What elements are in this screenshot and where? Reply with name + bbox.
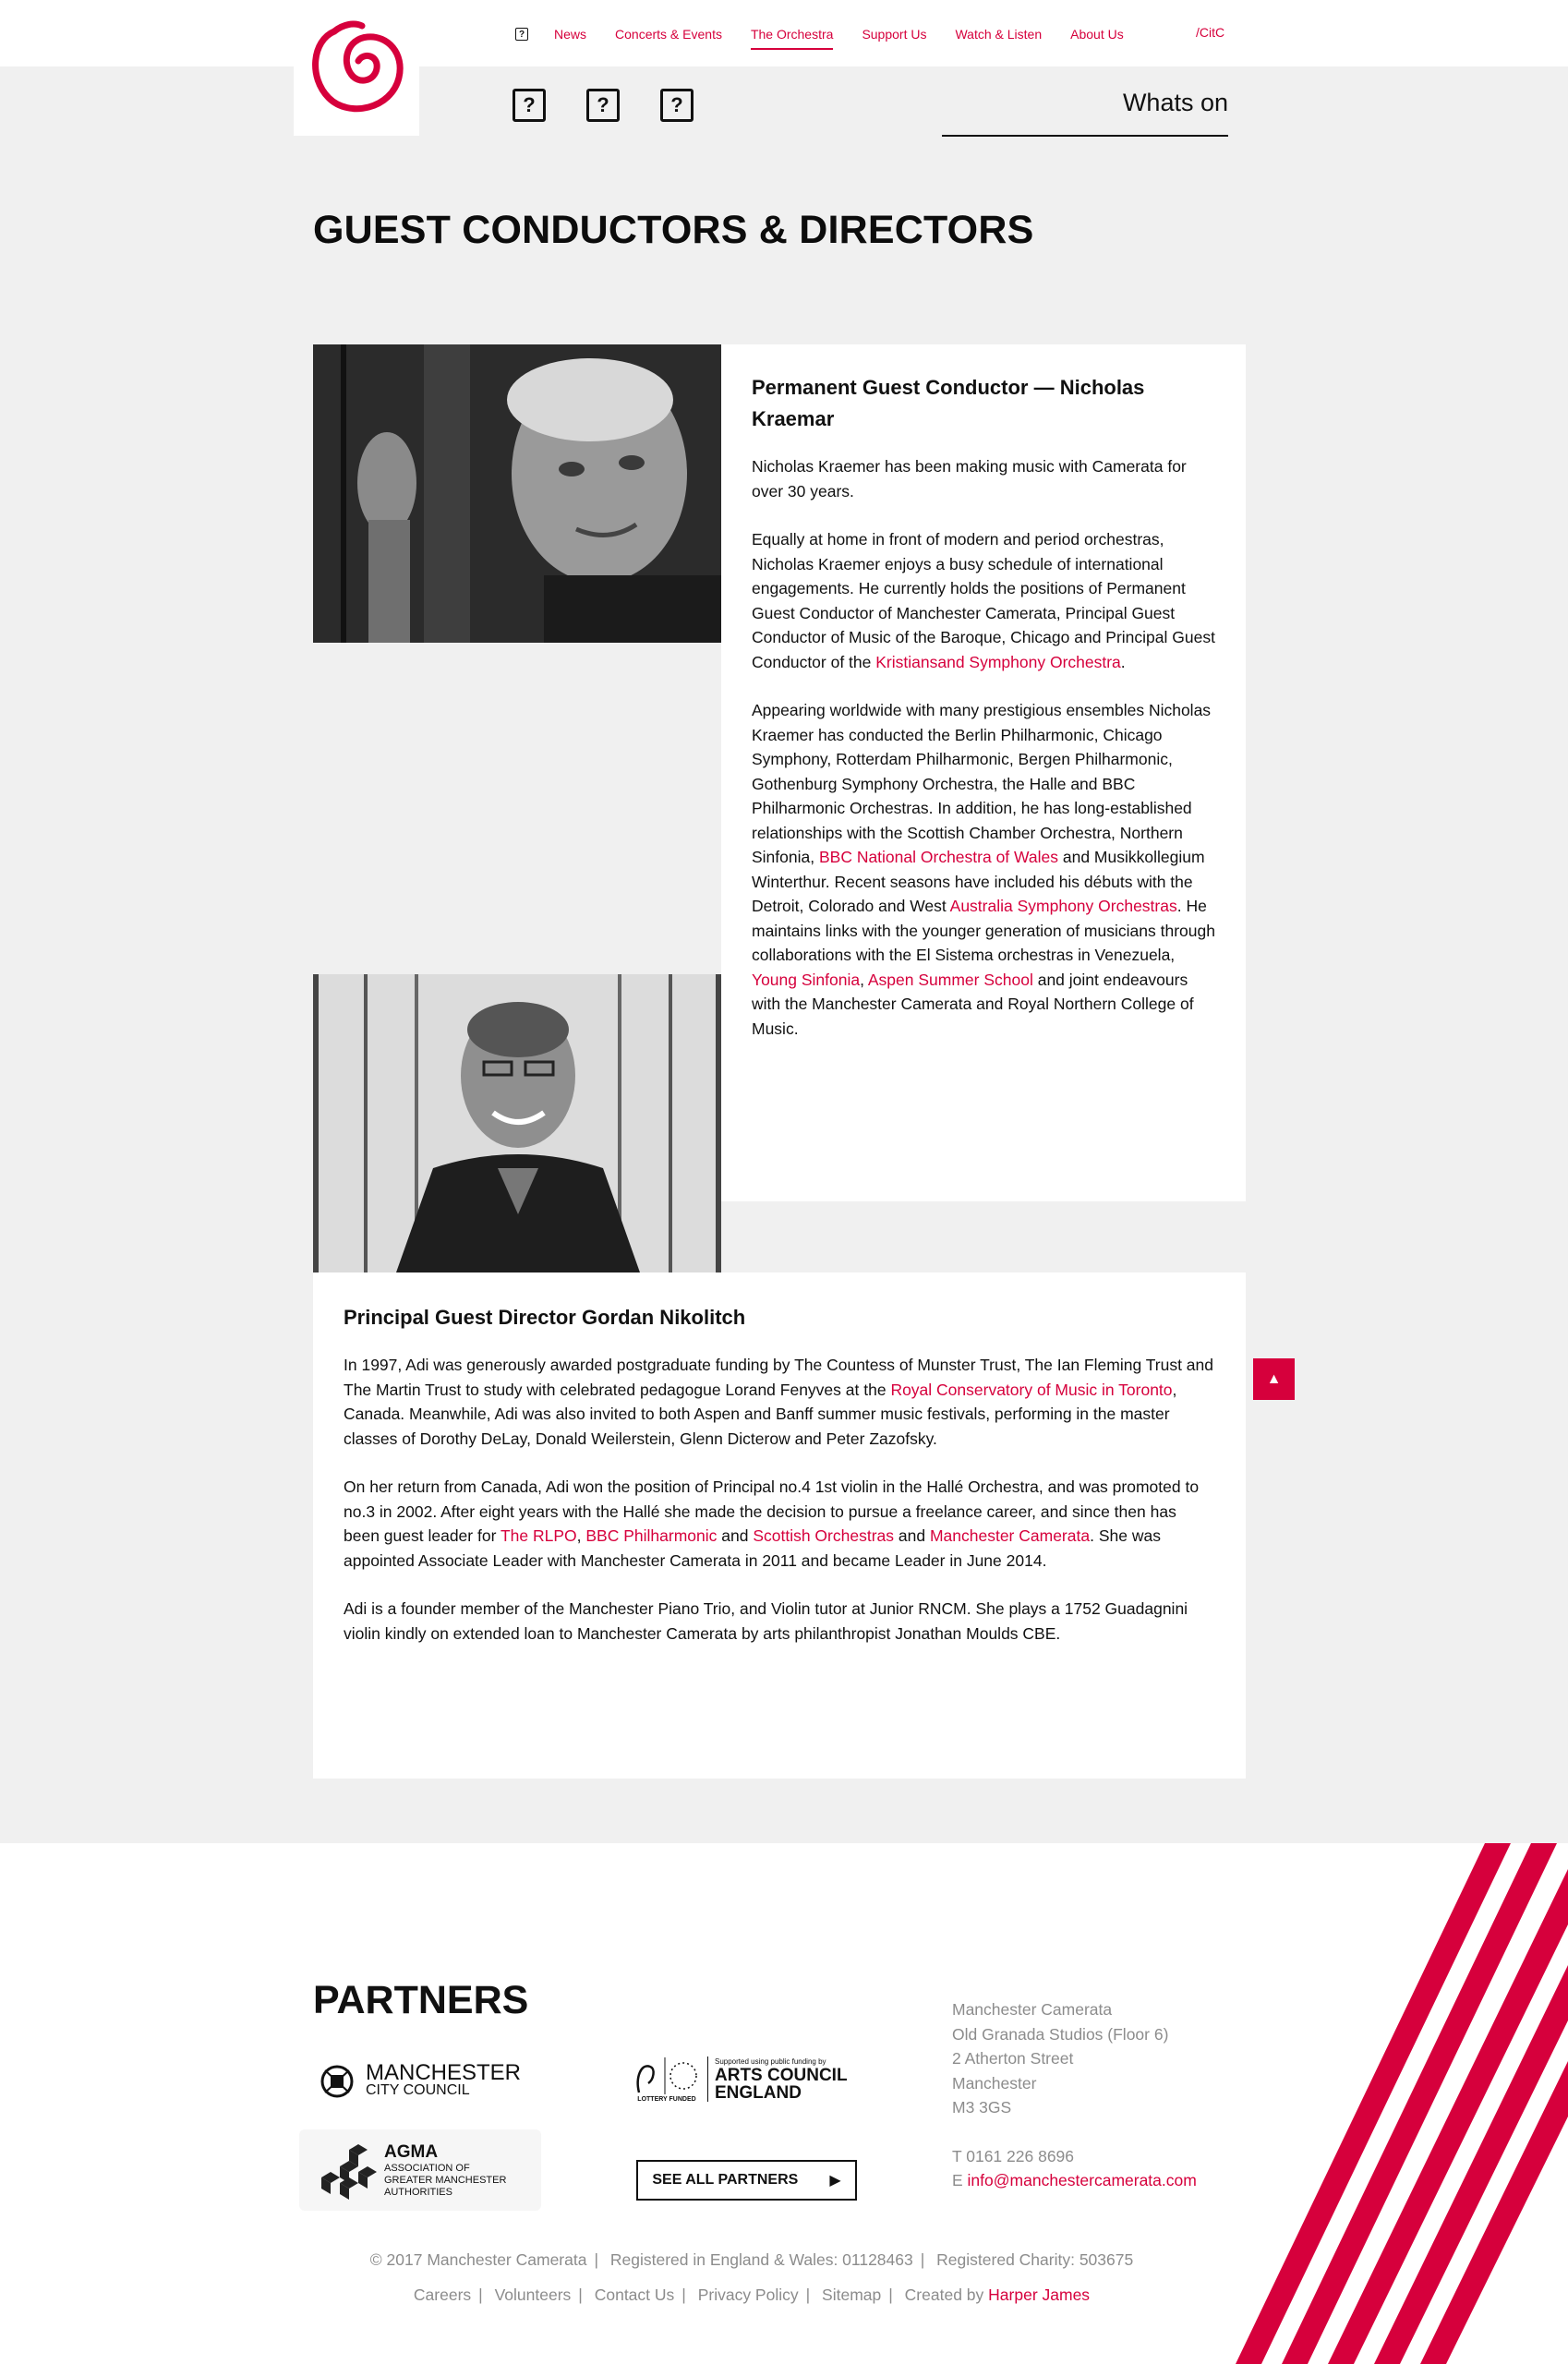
footer-link-careers[interactable]: Careers	[413, 2286, 472, 2304]
agency-link[interactable]: Harper James	[988, 2286, 1091, 2304]
email-link[interactable]: info@manchestercamerata.com	[967, 2171, 1197, 2189]
play-arrow-icon: ▶	[829, 2173, 841, 2189]
agma-title: AGMA	[384, 2141, 439, 2162]
email-line: E info@manchestercamerata.com	[952, 2171, 1197, 2189]
citc-slash: /	[1196, 25, 1200, 40]
citc-label: CitC	[1199, 25, 1225, 40]
manchester-camerata-link[interactable]: Manchester Camerata	[929, 1526, 1091, 1545]
australia-symphony-link[interactable]: Australia Symphony Orchestras	[949, 897, 1177, 915]
bio-paragraph: Appearing worldwide with many prestigious ensembles Nicholas Kraemer has conducted the Berlin Philharmonic, Chicago Symphony, Rotterdam Philharmonic, Bergen Philharmonic, Gothenburg Symphony Orchestra, the Halle and BBC Philharmonic Orchestras. In addition, he has long-established relationships with the Scottish Chamber Orchestra, Northern Sinfonia, BBC National Orchestra of Wales and Musikkollegium Winterthur. Recent seasons have included his débuts with the Detroit, Colorado and West Australia Symphony Orchestras. He maintains links with the younger generation of musicians through collaborations with the El Sistema orchestras in Venezuela, Young Sinfonia, Aspen Summer School and joint endeavours with the Manchester Camerata and Royal Northern College of Music.	[752, 701, 1215, 1038]
ace-line1: ARTS COUNCIL	[715, 2066, 848, 2085]
bio-paragraph: On her return from Canada, Adi won the position of Principal no.4 1st violin in the Hallé Orchestra, and was promoted to no.3 in 2002. After eight years with the Hallé she made the decision to pursue a freelance career, and since then has been guest leader for The RLPO, BBC Philharmonic and Scottish Orchestras and Manchester Camerata. She was appointed Associate Leader with Manchester Camerata in 2011 and became Leader in June 2014.	[344, 1478, 1200, 1570]
address-line: Manchester	[952, 2073, 1037, 2093]
footer-link-privacy-policy[interactable]: Privacy Policy	[697, 2286, 799, 2304]
page-title: GUEST CONDUCTORS & DIRECTORS	[313, 208, 1034, 252]
nav-news[interactable]: News	[554, 27, 587, 42]
social-icon-2[interactable]: ?	[586, 89, 620, 122]
arts-council-england-logo[interactable]	[633, 2056, 848, 2103]
address-line: 2 Atherton Street	[952, 2049, 1074, 2068]
contact-address	[952, 1997, 1197, 2193]
bio-card-gordan-nikolitch	[313, 1272, 1246, 1779]
mcc-line1: MANCHESTER	[366, 2060, 522, 2085]
lottery-funded-label: LOTTERY FUNDED	[637, 2096, 696, 2103]
agma-logo[interactable]	[299, 2129, 541, 2211]
royal-conservatory-link[interactable]: Royal Conservatory of Music in Toronto	[890, 1380, 1173, 1399]
social-icon-3[interactable]: ?	[660, 89, 694, 122]
nav-about-us[interactable]: About Us	[1070, 27, 1124, 42]
camerata-logo-icon	[303, 13, 410, 126]
help-icon[interactable]: ?	[515, 28, 528, 41]
nav-citc[interactable]	[1196, 25, 1224, 40]
gordan-nikolitch-photo	[313, 974, 721, 1272]
back-to-top-button[interactable]: ▲	[1253, 1358, 1295, 1400]
charity-registration: Registered Charity: 503675	[936, 2250, 1134, 2269]
rlpo-link[interactable]: The RLPO	[500, 1526, 577, 1545]
see-all-label: SEE ALL PARTNERS	[652, 2172, 799, 2188]
nav-watch-listen[interactable]: Watch & Listen	[955, 27, 1043, 42]
agma-cubes-icon	[312, 2141, 377, 2200]
bio-heading: Permanent Guest Conductor — Nicholas Kraemar	[752, 376, 1145, 430]
social-links	[513, 89, 694, 122]
agma-sub1: ASSOCIATION OF	[384, 2162, 470, 2174]
see-all-partners-button[interactable]	[636, 2160, 857, 2201]
nav-concerts-events[interactable]: Concerts & Events	[615, 27, 722, 42]
agma-sub2: GREATER MANCHESTER	[384, 2174, 507, 2186]
created-by-label: Created by	[904, 2286, 984, 2304]
lottery-hand-icon	[633, 2056, 700, 2096]
agma-sub3: AUTHORITIES	[384, 2186, 452, 2198]
bio-heading: Principal Guest Director Gordan Nikolitch	[344, 1306, 746, 1329]
young-sinfonia-link[interactable]: Young Sinfonia	[752, 970, 861, 989]
address-line: M3 3GS	[952, 2098, 1012, 2117]
phone-number: T 0161 226 8696	[952, 2146, 1075, 2165]
company-registration: Registered in England & Wales: 01128463	[609, 2250, 913, 2269]
partners-title: PARTNERS	[313, 1978, 529, 2022]
nav-the-orchestra[interactable]: The Orchestra	[750, 27, 834, 42]
footer-links: Careers | Volunteers | Contact Us | Privacy Policy | Sitemap | Created by Harper James	[413, 2286, 1091, 2304]
bio-paragraph: In 1997, Adi was generously awarded postgraduate funding by The Countess of Munster Trust, The Ian Fleming Trust and The Martin Trust to study with celebrated pedagogue Lorand Fenyves at the Royal Conservatory of Music in Toronto, Canada. Meanwhile, Adi was also invited to both Aspen and Banff summer music festivals, performing in the master classes of Dorothy DeLay, Donald Weilerstein, Glenn Dicterow and Peter Zazofsky.	[344, 1356, 1213, 1448]
ace-line2: ENGLAND	[715, 2083, 802, 2103]
kristiansand-link[interactable]: Kristiansand Symphony Orchestra	[875, 652, 1121, 671]
address-line: Manchester Camerata	[952, 2000, 1113, 2019]
footer-link-volunteers[interactable]: Volunteers	[494, 2286, 572, 2304]
copyright: © 2017 Manchester Camerata	[369, 2250, 587, 2269]
nicholas-kraemar-photo	[313, 344, 721, 643]
whats-on-link[interactable]: Whats on	[942, 89, 1228, 137]
bbc-philharmonic-link[interactable]: BBC Philharmonic	[585, 1526, 718, 1545]
aspen-summer-school-link[interactable]: Aspen Summer School	[867, 970, 1033, 989]
footer	[0, 1843, 1568, 2364]
manchester-city-council-logo[interactable]	[314, 2061, 521, 2102]
social-icon-1[interactable]: ?	[513, 89, 546, 122]
scottish-orchestras-link[interactable]: Scottish Orchestras	[753, 1526, 895, 1545]
address-line: Old Granada Studios (Floor 6)	[952, 2024, 1169, 2044]
logo[interactable]	[294, 0, 419, 136]
footer-link-contact-us[interactable]: Contact Us	[594, 2286, 675, 2304]
nav-support-us[interactable]: Support Us	[862, 27, 927, 42]
ace-supported-text: Supported using public funding by	[715, 2057, 826, 2066]
bio-paragraph: Adi is a founder member of the Manchester Piano Trio, and Violin tutor at Junior RNCM. She plays a 1752 Guadagnini violin kindly on extended loan to Manchester Camerata by arts philanthropist Jonathan Moulds CBE.	[344, 1599, 1188, 1643]
crest-icon	[314, 2061, 360, 2102]
mcc-line2: CITY COUNCIL	[366, 2082, 470, 2098]
legal-line: © 2017 Manchester Camerata | Registered in England & Wales: 01128463 | Registered Charity: 503675	[369, 2250, 1134, 2269]
bio-card-nicholas-kraemar	[721, 344, 1246, 1201]
bio-paragraph: Equally at home in front of modern and period orchestras, Nicholas Kraemer enjoys a busy schedule of international engagements. He currently holds the positions of Permanent Guest Conductor of Manchester Camerata, Principal Guest Conductor of Music of the Baroque, Chicago and Principal Guest Conductor of the Kristiansand Symphony Orchestra.	[752, 530, 1215, 671]
bbc-now-link[interactable]: BBC National Orchestra of Wales	[818, 848, 1058, 866]
main-nav	[515, 25, 1225, 43]
bio-paragraph: Nicholas Kraemer has been making music with Camerata for over 30 years.	[752, 457, 1187, 501]
footer-link-sitemap[interactable]: Sitemap	[822, 2286, 882, 2304]
